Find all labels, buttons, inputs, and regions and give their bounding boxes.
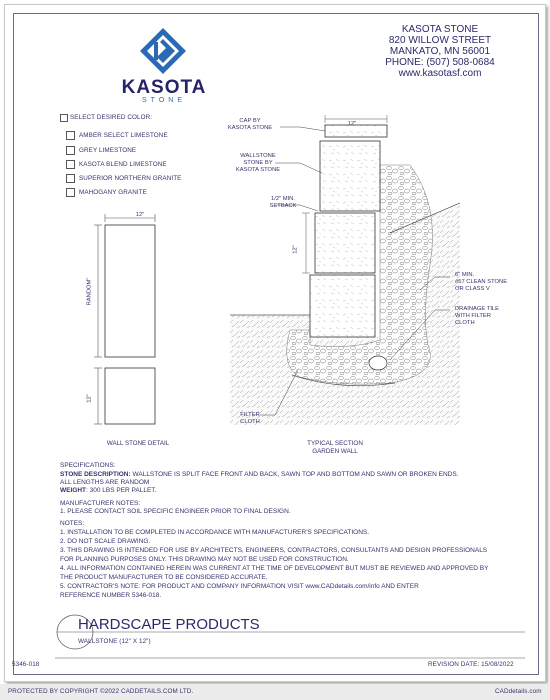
- color-checkbox-grey[interactable]: [66, 146, 75, 155]
- logo-subtext: STONE: [142, 97, 186, 104]
- lengths-note: ALL LENGTHS ARE RANDOM: [60, 479, 150, 486]
- note-line: 3. THIS DRAWING IS INTENDED FOR USE BY ARCHITECTS, ENGINEERS, CONTRACTORS, CONSULTANTS AND DESIGN PROFESSIONALS: [60, 547, 488, 554]
- color-option-grey: GREY LIMESTONE: [79, 147, 137, 154]
- section-caption-1: TYPICAL SECTION: [307, 440, 363, 447]
- wall-stone-detail-drawing: [80, 210, 180, 430]
- stone-description: [60, 471, 459, 479]
- company-address-1: 820 WILLOW STREET: [388, 35, 492, 46]
- drainage-label: DRAINAGE TILE WITH FILTER CLOTH: [455, 306, 500, 326]
- notes-heading: NOTES:: [60, 520, 85, 527]
- weight-note: [60, 487, 156, 495]
- specs-heading: SPECIFICATIONS:: [60, 462, 116, 469]
- caddetails-link[interactable]: CADdetails.com: [495, 688, 542, 695]
- color-option-superior: SUPERIOR NORTHERN GRANITE: [79, 175, 182, 182]
- detail-random-label: RANDOM": [86, 277, 93, 306]
- setback-label: 1/2" MIN. SETBACK: [269, 196, 297, 209]
- weight-text: : 300 LBS PER PALLET.: [86, 487, 157, 494]
- color-option-amber: AMBER SELECT LIMESTONE: [79, 132, 168, 139]
- note-line: 2. DO NOT SCALE DRAWING.: [60, 538, 151, 545]
- color-option-kasota-blend: KASOTA BLEND LIMESTONE: [79, 161, 167, 168]
- detail-width-label: 12": [135, 212, 145, 218]
- note-line: 4. ALL INFORMATION CONTAINED HEREIN WAS CURRENT AT THE TIME OF DEVELOPMENT BUT MUST BE REVIEWED AND APPROVED BY: [60, 565, 489, 572]
- color-checkbox-kasota-blend[interactable]: [66, 160, 75, 169]
- company-phone: PHONE: (507) 508-0684: [385, 57, 495, 68]
- title-block-subtitle: WALLSTONE (12" X 12"): [78, 638, 151, 645]
- revision-date: REVISION DATE: 15/08/2022: [428, 661, 514, 668]
- stone-description-label: STONE DESCRIPTION:: [60, 471, 131, 478]
- detail-height-label: 12": [86, 394, 93, 403]
- note-line: 5. CONTRACTOR'S NOTE: FOR PRODUCT AND COMPANY INFORMATION VISIT www.CADdetails.com/info AND ENTER: [60, 583, 419, 590]
- drawing-number: 5346-018: [12, 661, 40, 668]
- color-checkbox-amber[interactable]: [66, 131, 75, 140]
- company-address-2: MANKATO, MN 56001: [389, 46, 491, 57]
- note-line: THE PRODUCT MANUFACTURER TO BE CONSIDERED ACCURATE.: [60, 574, 268, 581]
- color-checkbox-mahogany[interactable]: [66, 188, 75, 197]
- note-line: FOR PLANNING PURPOSES ONLY. THIS DRAWING MAY NOT BE USED FOR CONSTRUCTION.: [60, 556, 349, 563]
- copyright-text: PROTECTED BY COPYRIGHT ©2022 CADDETAILS.COM LTD.: [8, 688, 194, 695]
- stone-description-text: WALLSTONE IS SPLIT FACE FRONT AND BACK, SAWN TOP AND BOTTOM AND SAWN OR BROKEN ENDS.: [130, 471, 459, 478]
- section-width-label: 12": [347, 121, 357, 127]
- color-checkbox-superior[interactable]: [66, 174, 75, 183]
- kasota-logo-icon: [138, 26, 188, 76]
- manufacturer-note-1: 1. PLEASE CONTACT SOIL SPECIFIC ENGINEER PRIOR TO FINAL DESIGN.: [60, 508, 291, 515]
- wallstone-label: WALLSTONE STONE BY KASOTA STONE: [235, 153, 281, 173]
- detail-caption: WALL STONE DETAIL: [106, 440, 170, 447]
- company-name: KASOTA STONE: [401, 24, 479, 35]
- company-website[interactable]: www.kasotasf.com: [398, 68, 482, 79]
- gravel-label: 6" MIN. #57 CLEAN STONE OR CLASS V: [455, 272, 508, 292]
- manufacturer-notes-heading: MANUFACTURER NOTES:: [60, 500, 141, 507]
- section-height-label: 12": [292, 245, 299, 254]
- cap-label: CAP BY KASOTA STONE: [227, 118, 273, 131]
- section-caption-2: GARDEN WALL: [312, 448, 358, 455]
- logo-text: KASOTA: [121, 77, 207, 98]
- note-line: REFERENCE NUMBER 5346-018.: [60, 592, 162, 599]
- title-block-title: HARDSCAPE PRODUCTS: [78, 616, 260, 633]
- color-heading-checkbox[interactable]: [60, 114, 68, 122]
- color-option-mahogany: MAHOGANY GRANITE: [79, 189, 147, 196]
- weight-label: WEIGHT: [60, 487, 86, 494]
- color-heading: SELECT DESIRED COLOR:: [70, 114, 153, 121]
- note-line: 1. INSTALLATION TO BE COMPLETED IN ACCORDANCE WITH MANUFACTURER'S SPECIFICATIONS.: [60, 529, 370, 536]
- filter-cloth-label: FILTER CLOTH: [240, 412, 260, 425]
